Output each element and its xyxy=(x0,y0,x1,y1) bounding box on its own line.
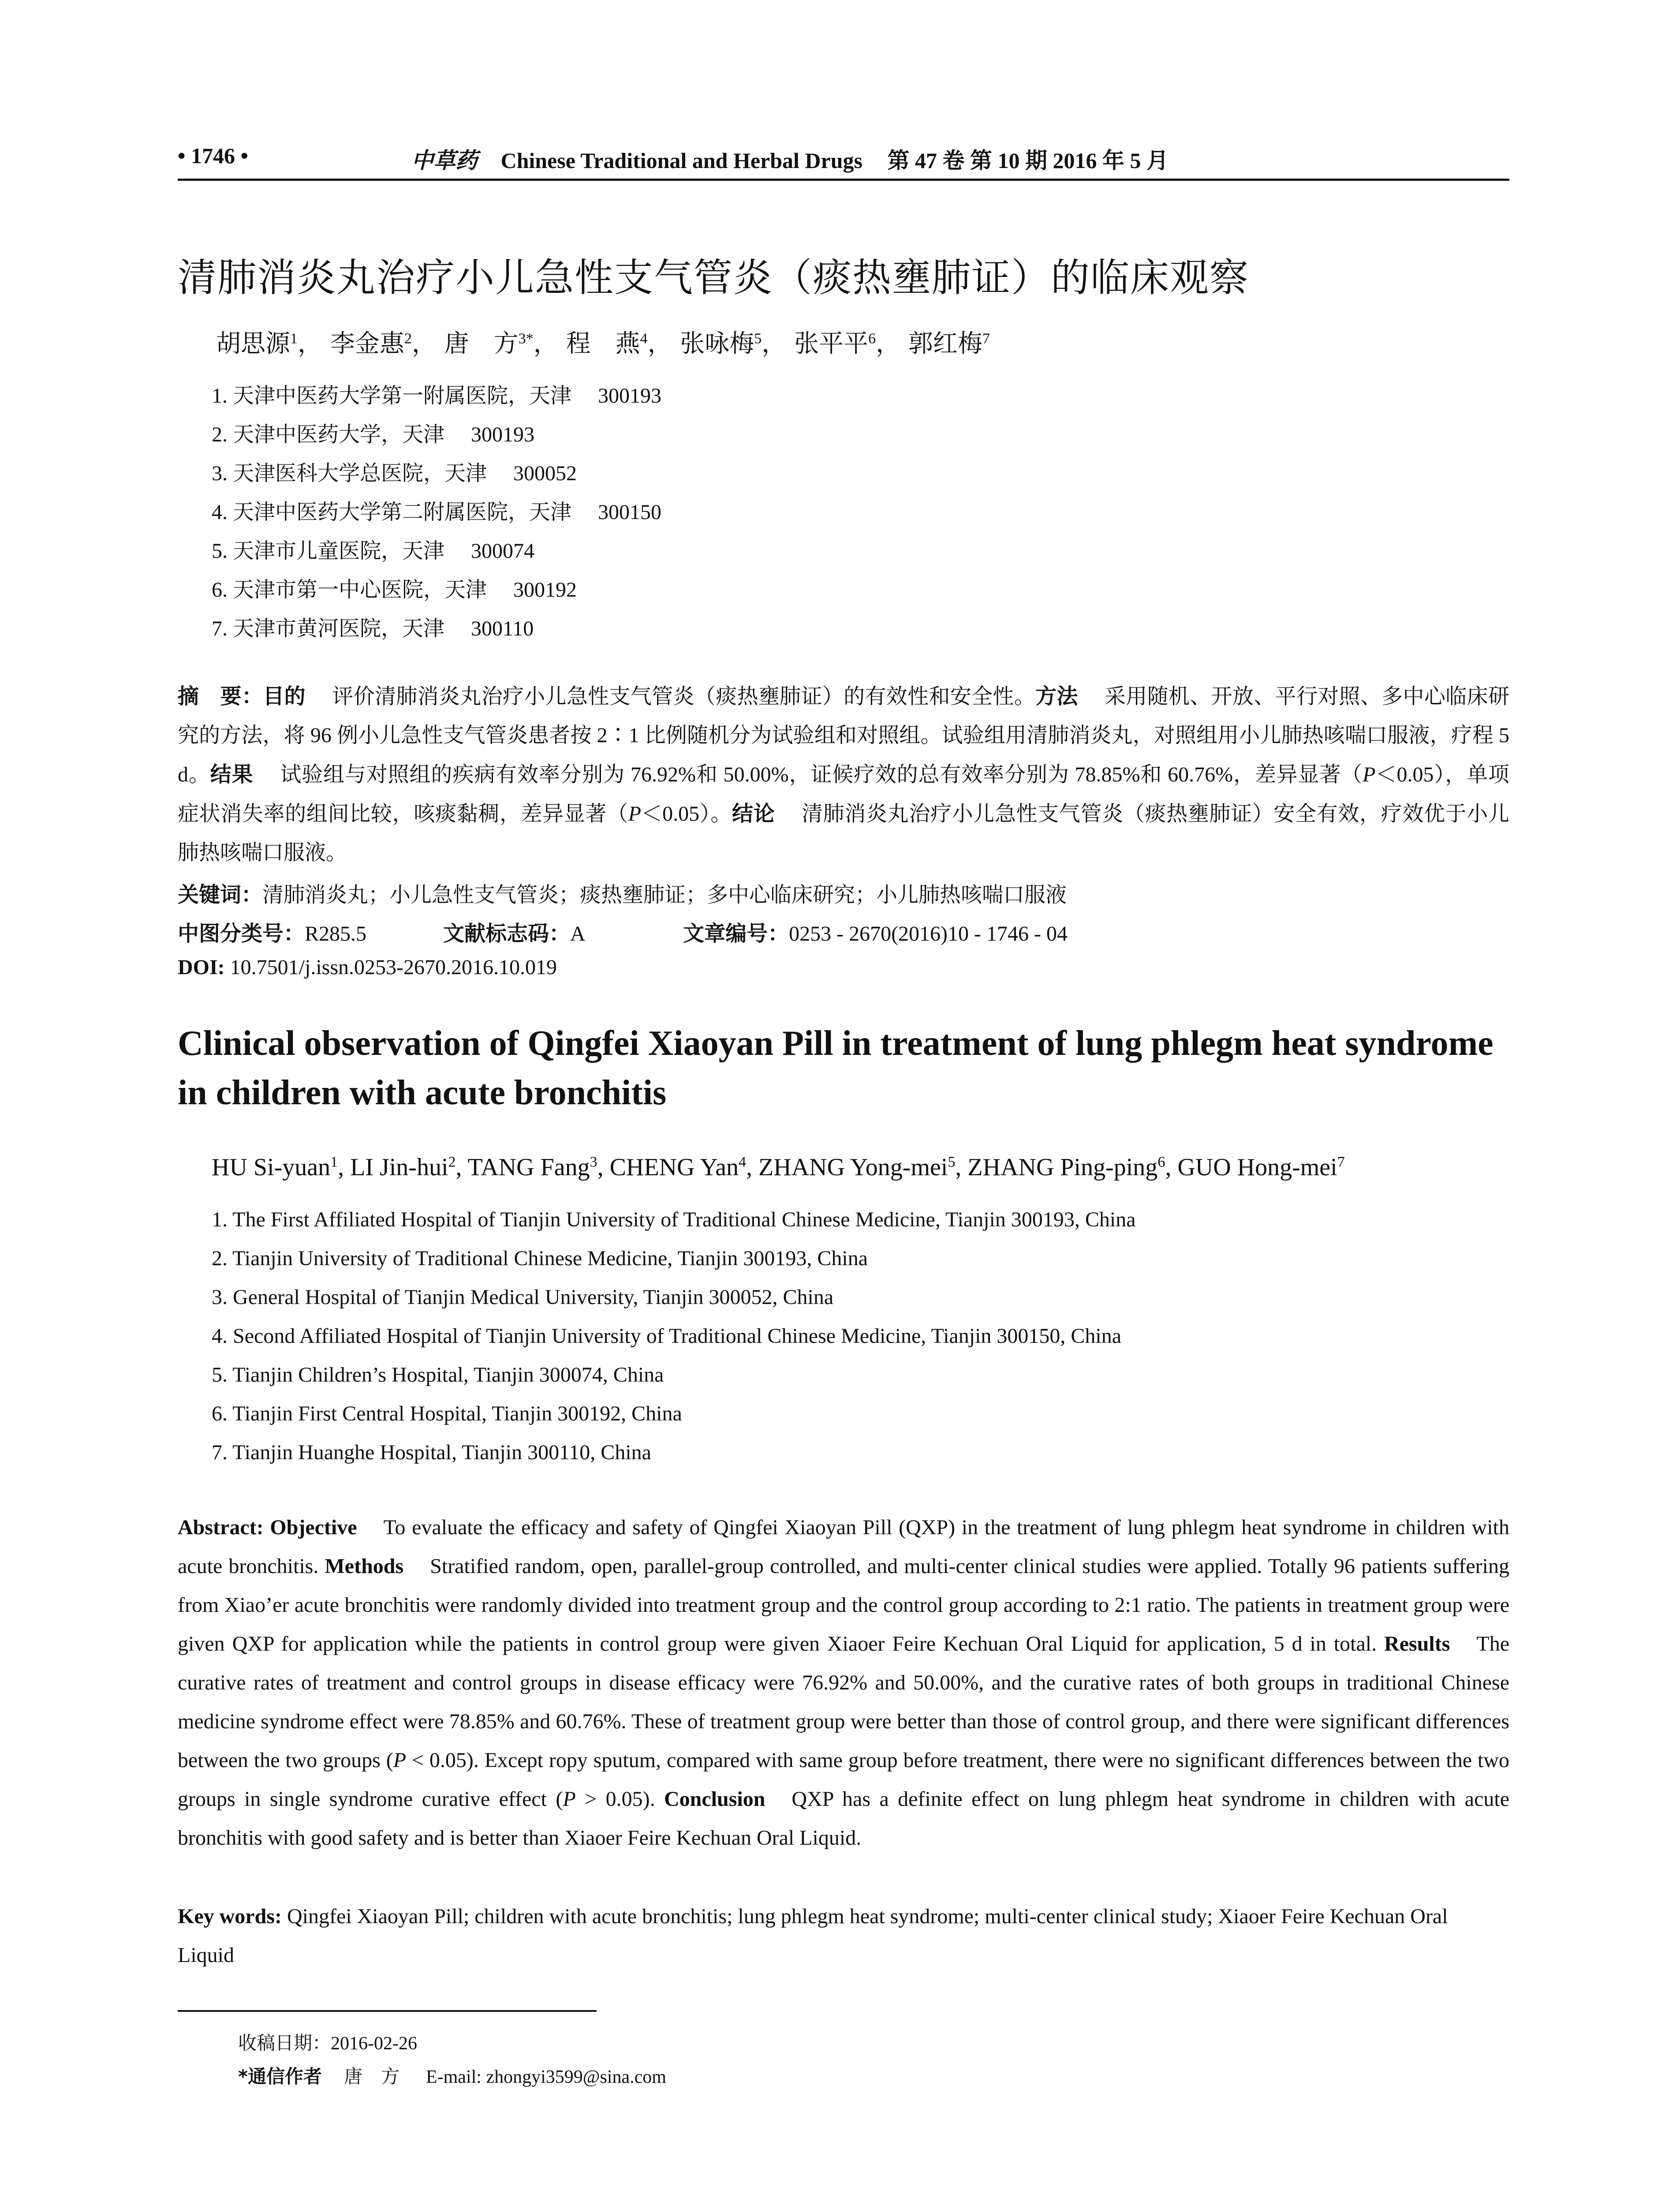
doi-line xyxy=(178,955,557,979)
abstract-label-en: Abstract: xyxy=(178,1516,264,1539)
results-text-en: > 0.05). xyxy=(575,1787,655,1811)
abstract-en xyxy=(178,1508,1509,1857)
keywords-label-en: Key words: xyxy=(178,1905,282,1928)
doc-code-value: A xyxy=(570,922,585,946)
p-symbol: P xyxy=(1363,763,1376,786)
results-label-cn: 结果 xyxy=(210,762,254,787)
received-label: 收稿日期： xyxy=(238,2032,331,2054)
doi-value: 10.7501/j.issn.0253-2670.2016.10.019 xyxy=(230,956,557,979)
p-symbol: P xyxy=(393,1749,407,1772)
results-text-en: The curative rates of treatment and control groups in disease efficacy were 76.92% and 50.00%, and the curative rates of both groups in traditional Chinese medicine syndrome effect were 78.85% and 60.76%. These of treatment group were better than those of control group, and there were significant differences between the two groups ( xyxy=(178,1632,1509,1772)
affiliation-en: 5. Tianjin Children’s Hospital, Tianjin 300074, China xyxy=(212,1363,664,1387)
author-list-cn: 胡思源$^1$， 李金惠$^2$， 唐 方$^{3*}$， 程 燕$^4$， 张咏梅$^5$， 张平平$^6$， 郭红梅$^7$ xyxy=(216,329,990,358)
author-en: TANG Fang$^3$ xyxy=(467,1154,597,1181)
affiliation-en: 4. Second Affiliated Hospital of Tianjin University of Traditional Chinese Medicine, Tianjin 300150, China xyxy=(212,1324,1122,1348)
affiliation-en: 2. Tianjin University of Traditional Chinese Medicine, Tianjin 300193, China xyxy=(212,1247,868,1270)
article-no-value: 0253 - 2670(2016)10 - 1746 - 04 xyxy=(789,922,1068,946)
journal-line xyxy=(411,143,1169,175)
article-title-cn: 清肺消炎丸治疗小儿急性支气管炎（痰热壅肺证）的临床观察 xyxy=(178,255,1250,300)
keywords-en xyxy=(178,1897,1509,1975)
results-text-cn: ＜0.05）。 xyxy=(641,802,732,826)
journal-name-en: Chinese Traditional and Herbal Drugs xyxy=(500,148,862,173)
results-label-en: Results xyxy=(1384,1632,1450,1656)
author-cn: 胡思源$^1$ xyxy=(216,329,298,358)
author-en: ZHANG Ping-ping$^6$ xyxy=(967,1154,1165,1181)
article-title-en: Clinical observation of Qingfei Xiaoyan Pill in treatment of lung phlegm heat syndrome in children with acute bronchitis xyxy=(178,1024,1493,1112)
objective-label-en: Objective xyxy=(270,1516,357,1539)
corresponding-name: 唐 方 xyxy=(343,2067,399,2087)
page-number: • 1746 • xyxy=(178,143,249,168)
affiliation-en: 7. Tianjin Huanghe Hospital, Tianjin 300110, China xyxy=(212,1441,651,1464)
keywords-text-cn: 清肺消炎丸；小儿急性支气管炎；痰热壅肺证；多中心临床研究；小儿肺热咳喘口服液 xyxy=(262,883,1067,907)
conclusion-label-cn: 结论 xyxy=(732,801,775,826)
affiliation-en: 3. General Hospital of Tianjin Medical University, Tianjin 300052, China xyxy=(212,1286,834,1309)
objective-label-cn: 目的 xyxy=(263,684,306,709)
author-cn: 李金惠$^2$ xyxy=(330,329,412,358)
clc-value: R285.5 xyxy=(305,922,367,946)
author-en: LI Jin-hui$^2$ xyxy=(350,1154,456,1181)
methods-text-cn: 采用随机、开放、平行对照、多中心临床研究的方法，将 96 例小儿急性支气管炎患者按 2∶1 比例随机分为试验组和对照组。试验组用清肺消炎丸，对照组用小儿肺热咳喘口服液，疗程 5 d。 xyxy=(178,685,1509,786)
keywords-cn xyxy=(178,878,1067,908)
keywords-text-en: Qingfei Xiaoyan Pill; children with acute bronchitis; lung phlegm heat syndrome; multi-center clinical study; Xiaoer Feire Kechuan Oral Liquid xyxy=(178,1905,1448,1967)
received-date xyxy=(238,2029,417,2055)
affiliation-cn: 2. 天津中医药大学，天津 300193 xyxy=(212,423,535,446)
abstract-label-cn: 摘 要： xyxy=(178,684,263,709)
author-cn: 程 燕$^4$ xyxy=(566,329,648,358)
footnote-rule xyxy=(178,2010,597,2012)
journal-issue: 第 47 卷 第 10 期 2016 年 5 月 xyxy=(887,148,1169,173)
results-text-cn: 试验组与对照组的疾病有效率分别为 76.92%和 50.00%，证候疗效的总有效率分别为 78.85%和 60.76%，差异显著（ xyxy=(280,763,1363,786)
author-cn: 张咏梅$^5$ xyxy=(680,329,762,358)
author-list-en: HU Si-yuan$^1$, LI Jin-hui$^2$, TANG Fang$^3$, CHENG Yan$^4$, ZHANG Yong-mei$^5$, ZHANG Ping-ping$^6$, GUO Hong-mei$^7$ xyxy=(212,1154,1345,1181)
affiliation-cn: 7. 天津市黄河医院，天津 300110 xyxy=(212,617,534,640)
results-text-en: < 0.05). Except ropy sputum, compared with same group before treatment, there were no significant differences between the two groups in single syndrome curative effect ( xyxy=(178,1749,1509,1811)
affiliation-cn: 5. 天津市儿童医院，天津 300074 xyxy=(212,539,535,563)
affiliation-cn: 6. 天津市第一中心医院，天津 300192 xyxy=(212,578,577,602)
author-cn: 张平平$^6$ xyxy=(794,329,876,358)
corresponding-author xyxy=(238,2062,666,2089)
author-en: GUO Hong-mei$^7$ xyxy=(1177,1154,1345,1181)
methods-label-en: Methods xyxy=(325,1555,404,1578)
received-value: 2016-02-26 xyxy=(331,2033,417,2054)
doi-label: DOI: xyxy=(178,956,225,979)
author-en: ZHANG Yong-mei$^5$ xyxy=(758,1154,956,1181)
article-no-label: 文章编号： xyxy=(683,921,789,946)
keywords-label-cn: 关键词： xyxy=(178,882,263,907)
running-header xyxy=(178,138,1509,177)
email-value[interactable]: zhongyi3599@sina.com xyxy=(486,2067,666,2087)
affiliation-cn: 3. 天津医科大学总医院，天津 300052 xyxy=(212,462,577,485)
author-en: HU Si-yuan$^1$ xyxy=(212,1154,338,1181)
p-symbol: P xyxy=(628,802,642,826)
affiliation-cn: 4. 天津中医药大学第二附属医院，天津 300150 xyxy=(212,501,662,524)
doc-code-label: 文献标志码： xyxy=(443,921,571,946)
affiliation-cn: 1. 天津中医药大学第一附属医院，天津 300193 xyxy=(212,384,662,407)
classification-line xyxy=(178,916,1068,947)
abstract-cn xyxy=(178,677,1509,872)
affiliation-en: 1. The First Affiliated Hospital of Tianjin University of Traditional Chinese Medicine, Tianjin 300193, China xyxy=(212,1208,1136,1231)
methods-label-cn: 方法 xyxy=(1035,684,1078,709)
p-symbol: P xyxy=(563,1787,576,1811)
conclusion-text-en: QXP has a definite effect on lung phlegm heat syndrome in children with acute bronchitis with good safety and is better than Xiaoer Feire Kechuan Oral Liquid. xyxy=(178,1787,1510,1850)
objective-text-cn: 评价清肺消炎丸治疗小儿急性支气管炎（痰热壅肺证）的有效性和安全性。 xyxy=(332,685,1036,708)
email-label: E-mail: xyxy=(426,2067,482,2087)
conclusion-text-cn: 清肺消炎丸治疗小儿急性支气管炎（痰热壅肺证）安全有效，疗效优于小儿肺热咳喘口服液。 xyxy=(178,802,1509,864)
corresponding-label: *通信作者 xyxy=(238,2066,322,2087)
methods-text-en: Stratified random, open, parallel-group controlled, and multi-center clinical studies were applied. Totally 96 patients suffering from Xiao’er acute bronchitis were randomly divided into treatment group and the control group according to 2:1 ratio. The patients in treatment group were given QXP for application while the patients in control group were given Xiaoer Feire Kechuan Oral Liquid for application, 5 d in total. xyxy=(178,1555,1510,1656)
results-text-cn: ＜0.05），单项症状消失率的组间比较，咳痰黏稠，差异显著（ xyxy=(178,763,1509,826)
journal-name-cn: 中草药 xyxy=(411,147,478,173)
affiliation-en: 6. Tianjin First Central Hospital, Tianjin 300192, China xyxy=(212,1402,682,1425)
objective-text-en: To evaluate the efficacy and safety of Qingfei Xiaoyan Pill (QXP) in the treatment of lung phlegm heat syndrome in children with acute bronchitis. xyxy=(178,1516,1510,1578)
author-cn: 唐 方$^{3*}$ xyxy=(444,329,534,358)
author-en: CHENG Yan$^4$ xyxy=(609,1154,747,1181)
header-rule xyxy=(178,179,1509,181)
clc-label: 中图分类号： xyxy=(178,921,305,946)
author-cn: 郭红梅$^7$ xyxy=(908,329,990,358)
conclusion-label-en: Conclusion xyxy=(664,1787,765,1811)
